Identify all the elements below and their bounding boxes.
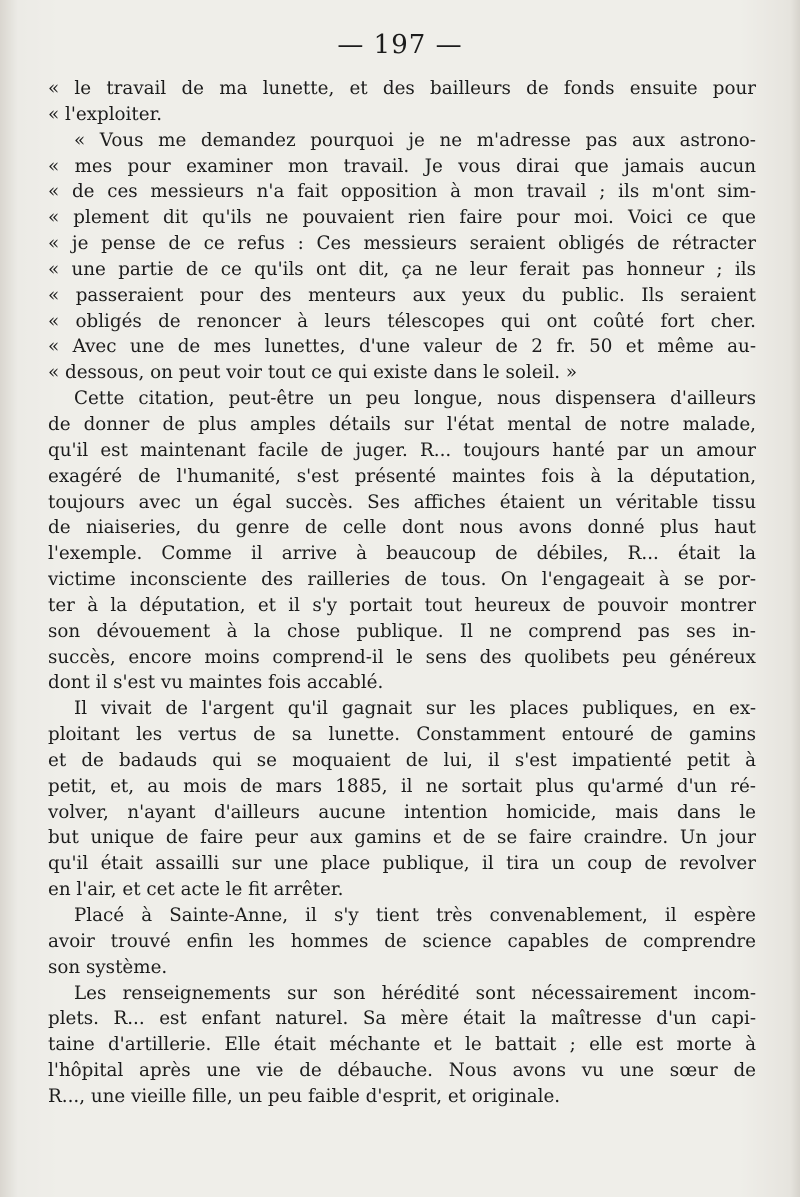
text-line: Les renseignements sur son hérédité sont nécessairement incom-: [74, 982, 756, 1004]
text-line: « de ces messieurs n'a fait opposition à mon travail ; ils m'ont sim-: [48, 181, 756, 203]
text-line: « dessous, on peut voir tout ce qui existe dans le soleil. »: [48, 362, 578, 384]
text-line: « plement dit qu'ils ne pouvaient rien faire pour moi. Voici ce que: [48, 207, 756, 229]
text-line: « une partie de ce qu'ils ont dit, ça ne leur ferait pas honneur ; ils: [48, 258, 756, 280]
text-line: son système.: [48, 956, 168, 978]
text-line: « mes pour examiner mon travail. Je vous dirai que jamais aucun: [48, 155, 756, 177]
text-line: ploitant les vertus de sa lunette. Constamment entouré de gamins: [48, 724, 756, 746]
text-line: « je pense de ce refus : Ces messieurs seraient obligés de rétracter: [48, 233, 756, 255]
text-line: toujours avec un égal succès. Ses affiches étaient un véritable tissu: [48, 491, 756, 513]
text-line: R..., une vieille fille, un peu faible d'esprit, et originale.: [48, 1085, 561, 1107]
text-line: Cette citation, peut-être un peu longue, nous dispensera d'ailleurs: [74, 388, 756, 410]
text-line: Il vivait de l'argent qu'il gagnait sur les places publiques, en ex-: [74, 698, 756, 720]
text-line: victime inconsciente des railleries de tous. On l'engageait à se por-: [48, 569, 756, 591]
text-line: avoir trouvé enfin les hommes de science capables de comprendre: [48, 930, 756, 952]
text-line: « Avec une de mes lunettes, d'une valeur de 2 fr. 50 et même au-: [48, 336, 756, 358]
page-number: — 197 —: [337, 30, 463, 60]
text-line: de niaiseries, du genre de celle dont nous avons donné plus haut: [48, 517, 756, 539]
text-line: et de badauds qui se moquaient de lui, il s'est impatienté petit à: [48, 749, 756, 771]
text-line: son dévouement à la chose publique. Il ne comprend pas ses in-: [48, 620, 756, 642]
text-line: qu'il est maintenant facile de juger. R... toujours hanté par un amour: [48, 439, 756, 461]
text-line: volver, n'ayant d'ailleurs aucune intention homicide, mais dans le: [48, 801, 756, 823]
text-line: l'exemple. Comme il arrive à beaucoup de débiles, R... était la: [48, 543, 756, 565]
text-line: petit, et, au mois de mars 1885, il ne sortait plus qu'armé d'un ré-: [48, 775, 756, 797]
text-line: en l'air, et cet acte le fit arrêter.: [48, 879, 344, 901]
text-line: « le travail de ma lunette, et des bailleurs de fonds ensuite pour: [48, 78, 756, 99]
text-line: « passeraient pour des menteurs aux yeux du public. Ils seraient: [48, 284, 756, 306]
text-line: « obligés de renoncer à leurs télescopes qui ont coûté fort cher.: [48, 310, 756, 332]
text-line: de donner de plus amples détails sur l'état mental de notre malade,: [48, 413, 756, 435]
text-line: Placé à Sainte-Anne, il s'y tient très convenablement, il espère: [74, 905, 756, 926]
text-line: exagéré de l'humanité, s'est présenté maintes fois à la députation,: [48, 465, 756, 487]
text-line: but unique de faire peur aux gamins et de se faire craindre. Un jour: [48, 827, 756, 849]
text-line: plets. R... est enfant naturel. Sa mère était la maîtresse d'un capi-: [48, 1008, 756, 1030]
text-line: taine d'artillerie. Elle était méchante et le battait ; elle est morte à: [48, 1034, 756, 1056]
body-text: [48, 76, 756, 1110]
text-line: « l'exploiter.: [48, 103, 163, 125]
text-line: dont il s'est vu maintes fois accablé.: [48, 672, 384, 694]
text-line: l'hôpital après une vie de débauche. Nous avons vu une sœur de: [48, 1060, 756, 1082]
text-line: qu'il était assailli sur une place publique, il tira un coup de revolver: [48, 853, 756, 875]
text-line: « Vous me demandez pourquoi je ne m'adresse pas aux astrono-: [74, 129, 756, 151]
text-line: succès, encore moins comprend-il le sens des quolibets peu généreux: [48, 646, 756, 668]
text-line: ter à la députation, et il s'y portait tout heureux de pouvoir montrer: [48, 594, 756, 616]
